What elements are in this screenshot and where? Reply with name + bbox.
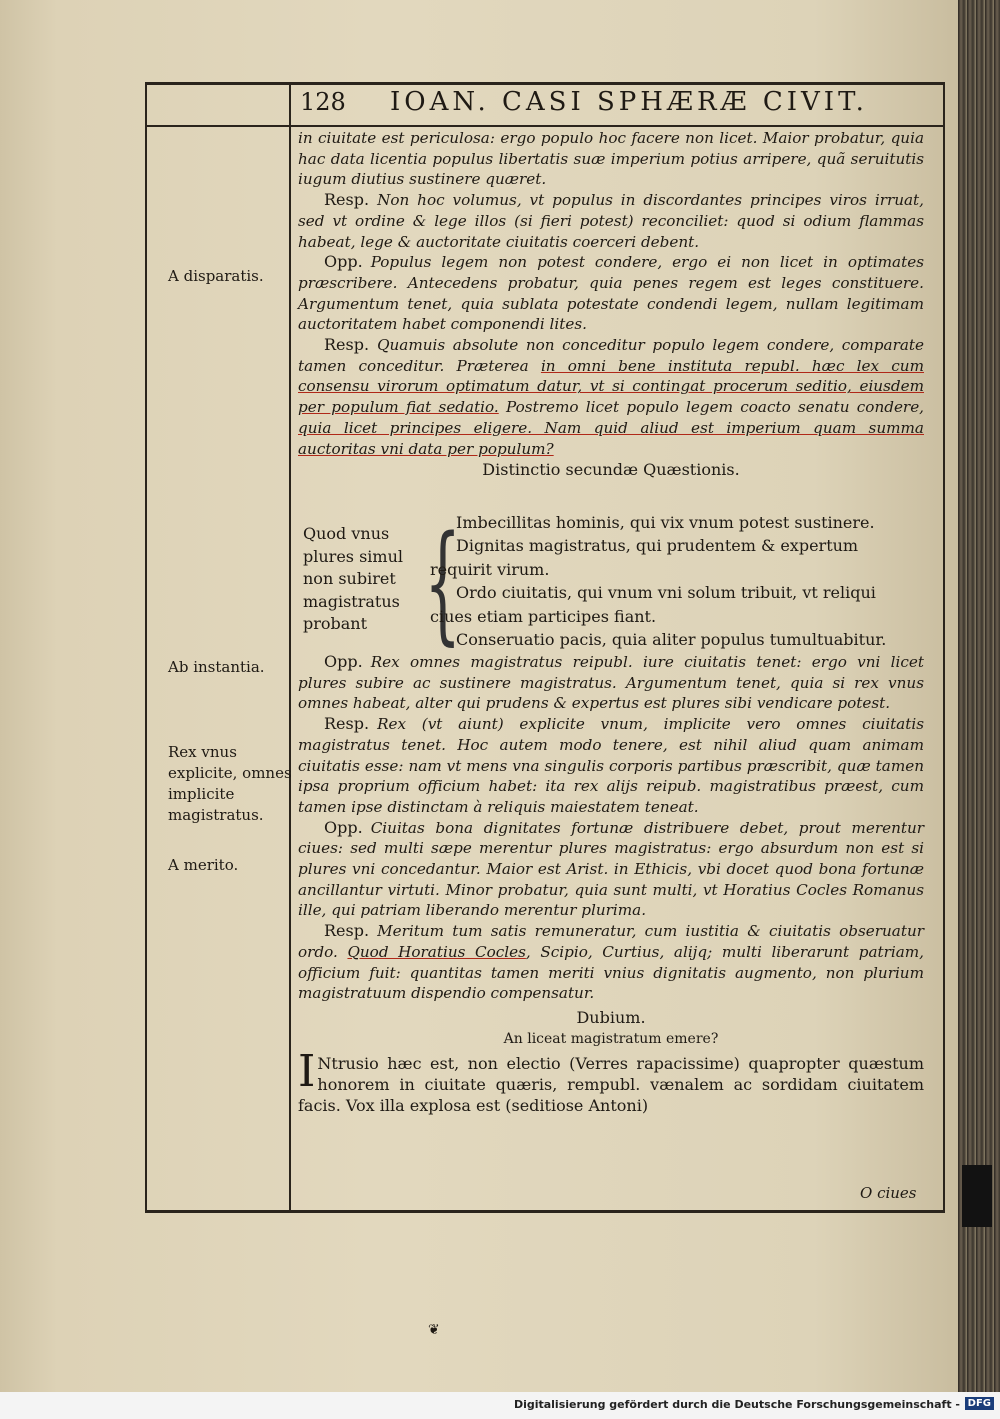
underlined-text: Quod Horatius Cocles <box>347 942 526 961</box>
list-item: Imbecillitas hominis, qui vix vnum potest sustinere. <box>456 513 875 532</box>
dubium-title: Dubium. <box>576 1007 646 1027</box>
running-header <box>300 88 950 124</box>
resp-label: Resp. <box>324 190 370 210</box>
ornament-icon: ❦ <box>428 1322 440 1338</box>
resp-text: , Scipio, Curtius, alijq; multi liberarunt patriam, officium fuit: quantitas tamen meriti vnius dignitatis augmento, non plurium magistratuum dispendio compensatur. <box>298 942 925 1003</box>
underlined-text: in omni bene instituta republ. hæc lex cum consensu virorum optimatum datur, vt si contingat procerum seditio, eiusdem per populum fiat sedatio. <box>298 356 924 417</box>
dubium-subtitle: An liceat magistratum emere? <box>503 1030 719 1047</box>
page-number: 128 <box>300 88 346 116</box>
text-block-1 <box>298 128 924 481</box>
column-rule <box>289 82 291 1212</box>
resp-text: Rex (vt aiunt) explicite vnum, implicite vero omnes ciuitatis magistratus tenet. Hoc autem modo tenere, est nihil aliud quam animam ciuitatis esse: nam vt mens vna singulis corporis partibus præscribit, quæ tamen ipsa proprium officium habet: ita rex alijs reipub. magistratibus præest, cum tamen ipse distinctam à reliquis maiestatem teneat. <box>298 715 924 816</box>
list-item: Ordo ciuitatis, qui vnum vni solum tribuit, vt reliqui ciues etiam participes fiant. <box>430 583 876 626</box>
margin-note: Rex vnus explicite, omnes implicite magistratus. <box>168 743 292 824</box>
outer-right-rule <box>943 82 945 1212</box>
opp-label: Opp. <box>324 652 363 671</box>
header-rule <box>145 125 945 127</box>
dubium-text: Ntrusio hæc est, non electio (Verres rapacissime) quapropter quæstum honorem in ciuitate quæris, rempubl. vænalem ac sordidam ciuitatem facis. Vox illa explosa est (seditiose Antoni) <box>298 1054 924 1116</box>
paragraph: in ciuitate est periculosa: ergo populo hoc facere non licet. Maior probatur, quia hac data licentia populus libertatis suæ imperium potius arripere, quã seruitutis iugum diutius sustinere quæret. <box>298 129 924 189</box>
objection-paragraph <box>298 652 924 714</box>
response-paragraph <box>298 714 924 818</box>
margin-note: A disparatis. <box>168 267 264 285</box>
resp-label: Resp. <box>324 335 370 355</box>
opp-label: Opp. <box>324 817 363 837</box>
running-head: IOAN. CASI SPHÆRÆ CIVIT. <box>390 87 868 117</box>
resp-text: Postremo licet populo legem coacto senatu condere, <box>506 398 925 417</box>
footer-credit: Digitalisierung gefördert durch die Deutsche Forschungsgemeinschaft - <box>513 1398 960 1411</box>
section-title: Distinctio secundæ Quæstionis. <box>482 460 740 480</box>
bottom-rule <box>145 1210 945 1213</box>
page-edge-tab <box>962 1165 992 1227</box>
resp-text: Quamuis absolute non conceditur populo legem condere, comparate tamen conceditur. Præterea <box>298 336 924 375</box>
catchword: O ciues <box>860 1184 917 1202</box>
brace-list <box>430 511 920 651</box>
response-paragraph <box>298 335 924 459</box>
outer-left-rule <box>145 82 147 1212</box>
objection-paragraph <box>298 252 924 335</box>
list-item: Conseruatio pacis, quia aliter populus tumultuabitur. <box>456 630 887 650</box>
dfg-logo: DFG <box>965 1397 994 1410</box>
opp-label: Opp. <box>324 252 363 272</box>
resp-label: Resp. <box>324 714 370 734</box>
drop-cap: I <box>298 1046 316 1098</box>
opp-text: Ciuitas bona dignitates fortunæ distribuere debet, prout merentur ciues: sed multi sæpe merentur plures magistratus: ergo absurdum non est si plures vni concedantur. Maior est Arist. in Ethicis, vbi docet quod bona fortunæ ancillantur virtuti. Minor probatur, quia sunt multi, vt Horatius Cocles Romanus ille, qui patriam liberando merentur plurima. <box>298 818 924 920</box>
dubium-paragraph <box>298 1046 924 1116</box>
top-rule <box>145 82 945 85</box>
response-paragraph <box>298 921 924 1004</box>
list-item: Dignitas magistratus, qui prudentem & expertum requirit virum. <box>430 536 859 579</box>
resp-label: Resp. <box>324 921 370 941</box>
underlined-text: quia licet principes eligere. Nam quid aliud est imperium quam summa auctoritas vni data per populum? <box>298 418 924 458</box>
opp-text: Populus legem non potest condere, ergo ei non licet in optimates præscribere. Antecedens probatur, quia penes regem est leges constituere. Argumentum tenet, quia sublata potestate condendi legem, nullam legitimam auctoritatem habet componendi lites. <box>298 253 924 334</box>
resp-text: Meritum tum satis remuneratur, cum iustitia & ciuitatis obseruatur ordo. <box>298 922 924 961</box>
opp-text: Rex omnes magistratus reipubl. iure ciuitatis tenet: ergo vni licet plures subire ac sustinere magistratus. Argumentum tenet, quia si rex vnus omnes habeat, alter qui prudens & expertus est plures sibi vendicare potest. <box>298 653 924 713</box>
brace-label: Quod vnus plures simul non subiret magistratus probant <box>303 524 403 633</box>
text-block-2 <box>298 652 924 1116</box>
response-paragraph <box>298 190 924 252</box>
objection-paragraph <box>298 818 924 922</box>
margin-note: A merito. <box>168 856 239 874</box>
margin-note: Ab instantia. <box>168 658 265 676</box>
resp-text: Non hoc volumus, vt populus in discordantes principes viros irruat, sed vt ordine & lege illos (si fieri potest) reconciliet: quod si odium flammas habeat, lege & auctoritate ciuitatis coerceri debent. <box>298 191 924 251</box>
curly-brace-icon: { <box>424 509 462 658</box>
